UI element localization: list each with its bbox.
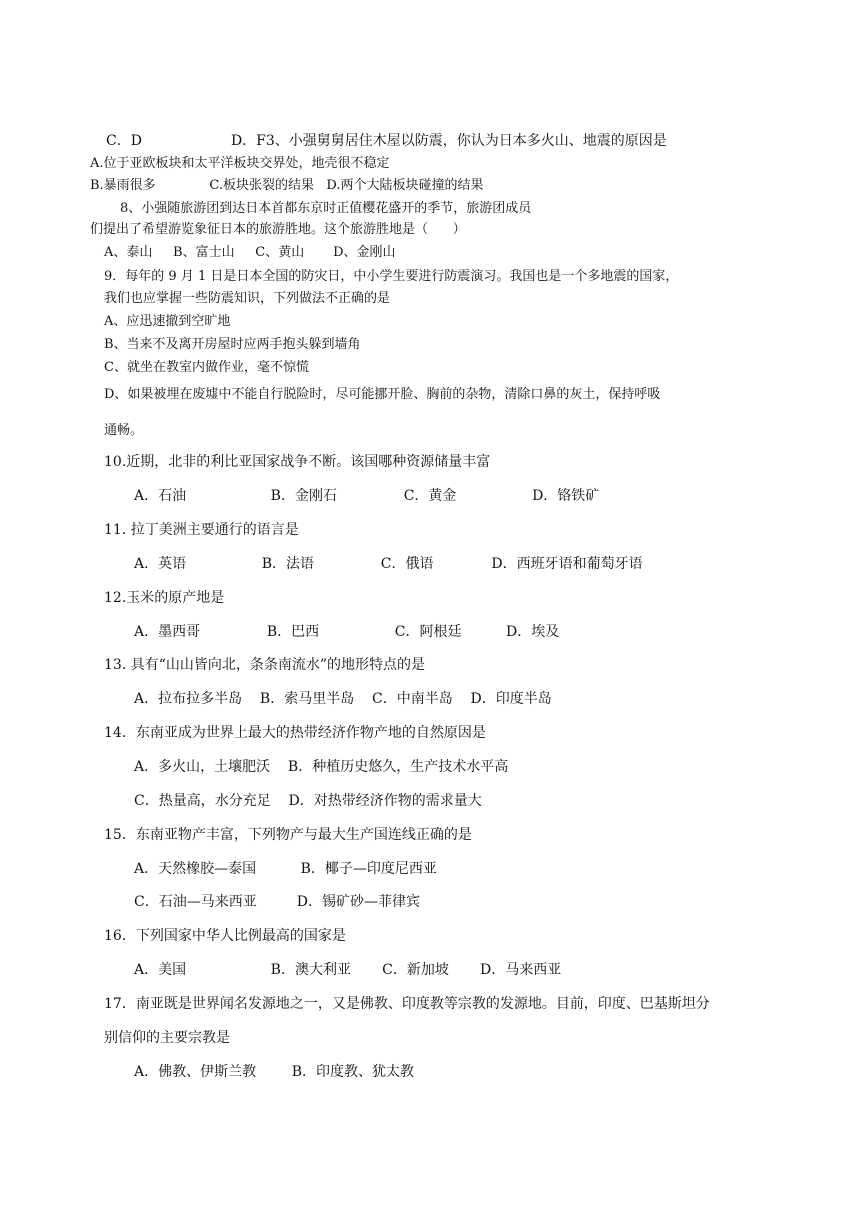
q12-options: A．墨西哥 B．巴西 C．阿根廷 D．埃及 [134,624,560,640]
q11-options: A．英语 B．法语 C．俄语 D．西班牙语和葡萄牙语 [134,556,643,572]
q8-stem-line1: 8、小强随旅游团到达日本首都东京时正值樱花盛开的季节，旅游团成员 [120,201,532,216]
q9-option-d-line2: 通畅。 [104,423,144,438]
q14-options-cd: C．热量高，水分充足 D．对热带经济作物的需求量大 [134,793,482,809]
q11-stem: 11. 拉丁美洲主要通行的语言是 [104,522,299,538]
q-f3-option-a: A.位于亚欧板块和太平洋板块交界处，地壳很不稳定 [90,156,390,171]
q16-stem: 16．下列国家中华人比例最高的国家是 [104,928,346,944]
q15-stem: 15．东南亚物产丰富，下列物产与最大生产国连线正确的是 [104,827,472,843]
q17-options-ab: A．佛教、伊斯兰教 B．印度教、犹太教 [134,1064,414,1080]
q14-options-ab: A．多火山，土壤肥沃 B．种植历史悠久，生产技术水平高 [134,759,509,775]
q9-option-c: C、就坐在教室内做作业，毫不惊慌 [104,360,309,375]
q9-stem-line1: 9．每年的 9 月 1 日是日本全国的防灾日，中小学生要进行防震演习。我国也是一个多地震的国家， [104,269,679,284]
q13-options: A．拉布拉多半岛 B．索马里半岛 C．中南半岛 D．印度半岛 [134,691,552,707]
q-f3-options-bcd: B.暴雨很多 C.板块张裂的结果 D.两个大陆板块碰撞的结果 [90,178,484,193]
q9-option-b: B、当来不及离开房屋时应两手抱头躲到墙角 [104,337,361,352]
q10-stem: 10.近期，北非的利比亚国家战争不断。该国哪种资源储量丰富 [104,454,491,470]
q15-options-cd: C．石油—马来西亚 D．锡矿砂—菲律宾 [134,894,420,910]
q10-options: A．石油 B．金刚石 C．黄金 D．铬铁矿 [134,488,600,504]
q12-stem: 12.玉米的原产地是 [104,590,225,606]
q17-stem-line1: 17．南亚既是世界闻名发源地之一，又是佛教、印度教等宗教的发源地。目前，印度、巴基斯坦分 [104,996,710,1012]
q14-stem: 14．东南亚成为世界上最大的热带经济作物产地的自然原因是 [104,725,486,741]
q7-options-cd-and-q-f3: C．D D．F3、小强舅舅居住木屋以防震，你认为日本多火山、地震的原因是 [106,133,667,149]
q9-option-a: A、应迅速撤到空旷地 [104,314,231,329]
q9-option-d-line1: D、如果被埋在废墟中不能自行脱险时，尽可能挪开脸、胸前的杂物，清除口鼻的灰土，保持呼吸 [104,387,661,402]
q17-stem-line2: 别信仰的主要宗教是 [104,1030,230,1046]
q8-stem-line2: 们提出了希望游览象征日本的旅游胜地。这个旅游胜地是（ ） [90,222,466,237]
q8-options: A、泰山 B、富士山 C、黄山 D、金刚山 [104,245,396,260]
q16-options: A．美国 B．澳大利亚 C．新加坡 D．马来西亚 [134,962,562,978]
q13-stem: 13. 具有“山山皆向北，条条南流水”的地形特点的是 [104,657,426,673]
q15-options-ab: A．天然橡胶—泰国 B．椰子—印度尼西亚 [134,861,437,877]
q9-stem-line2: 我们也应掌握一些防震知识，下列做法不正确的是 [104,291,391,306]
